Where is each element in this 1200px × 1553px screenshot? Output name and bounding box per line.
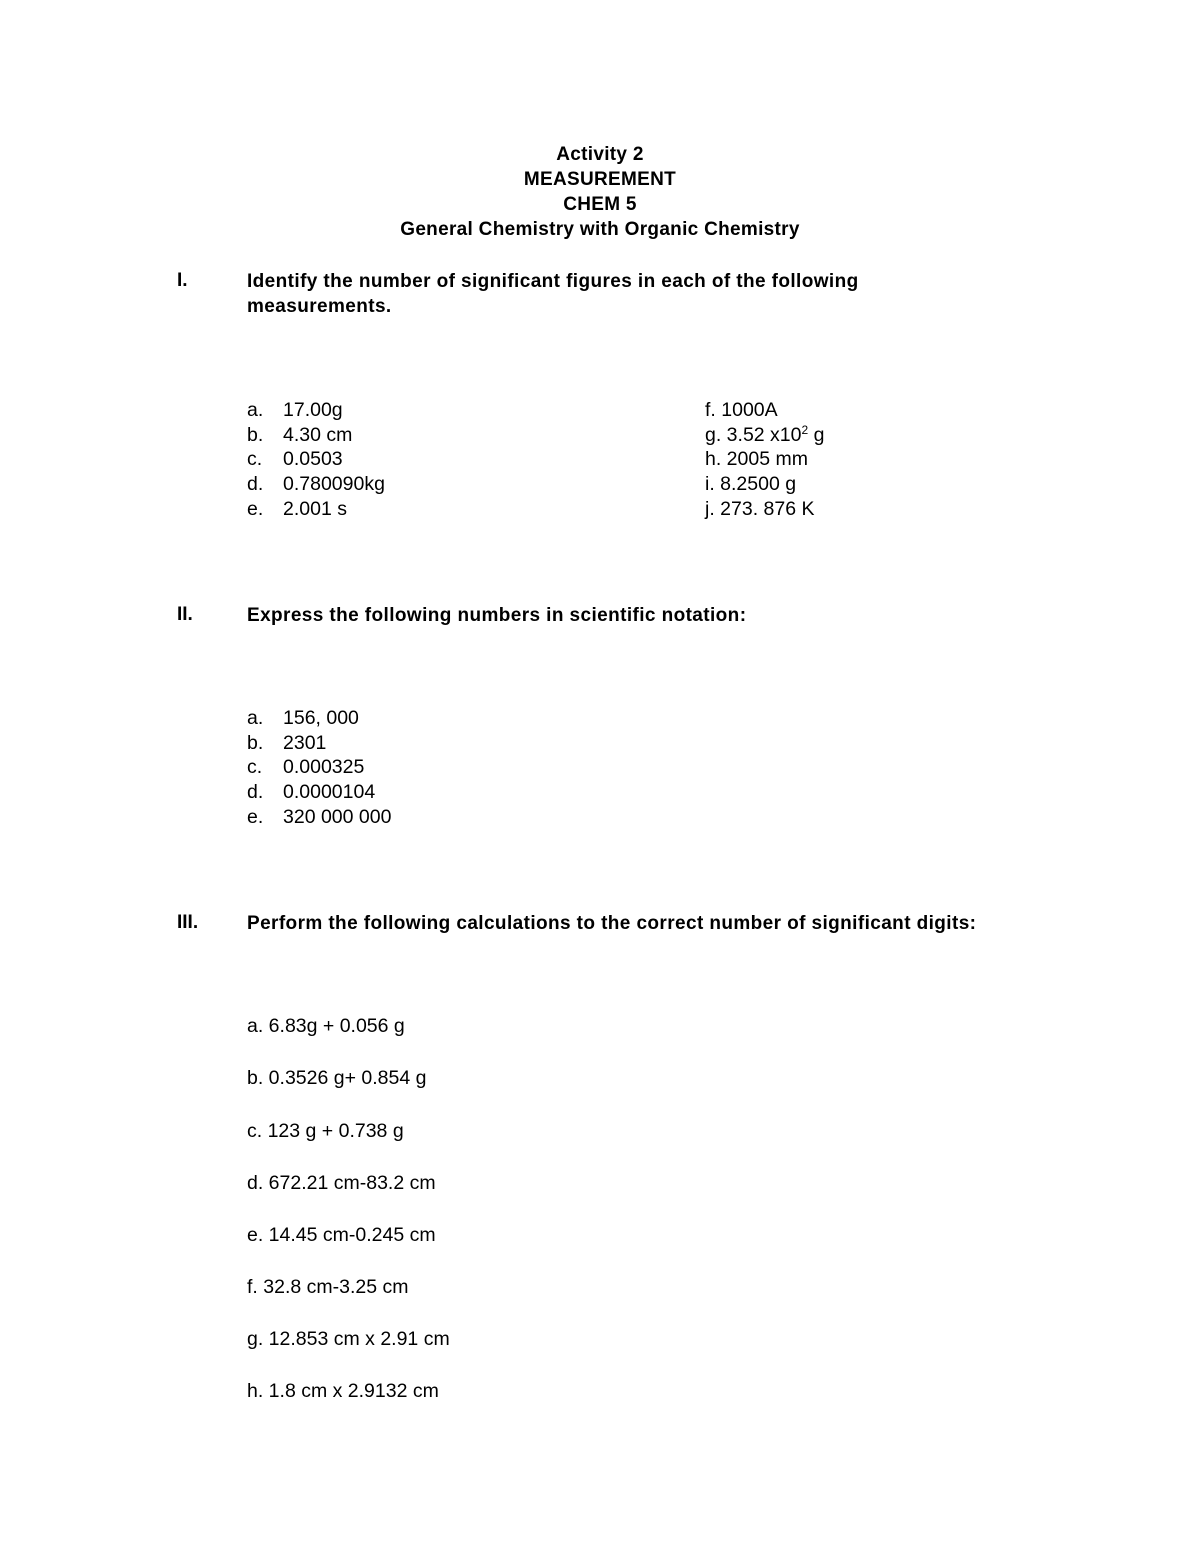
list-item: c. 0.000325 <box>247 756 365 779</box>
list-item: d. 0.780090kg <box>247 473 385 496</box>
section-1-instruction: Identify the number of significant figures in each of the following measurements. <box>247 271 859 317</box>
section-1-left-list <box>247 398 385 522</box>
section-2-instruction: Express the following numbers in scientific notation: <box>247 605 747 626</box>
course-title: General Chemistry with Organic Chemistry <box>400 219 800 240</box>
list-item: e. 320 000 000 <box>247 805 392 828</box>
list-item: j. 273. 876 K <box>705 497 815 520</box>
section-1-right-list <box>705 398 824 522</box>
list-item: b. 2301 <box>247 731 327 754</box>
calc-item: c. 123 g + 0.738 g <box>247 1120 404 1142</box>
calc-item: d. 672.21 cm-83.2 cm <box>247 1172 436 1194</box>
list-item: g. 3.52 $x10^2$ g <box>705 422 825 446</box>
section-1-number: I. <box>177 270 188 291</box>
calc-item: b. 0.3526 g+ 0.854 g <box>247 1067 427 1089</box>
list-item: b. 4.30 cm <box>247 423 353 446</box>
section-2-list <box>247 706 391 830</box>
calc-item: e. 14.45 cm-0.245 cm <box>247 1224 436 1246</box>
list-item: c. 0.0503 <box>247 448 343 471</box>
list-item: e. 2.001 s <box>247 497 347 520</box>
course-code: CHEM 5 <box>563 194 637 215</box>
calc-item: g. 12.853 cm x 2.91 cm <box>247 1328 450 1350</box>
activity-title: Activity 2 <box>556 144 644 165</box>
topic-title: MEASUREMENT <box>523 169 677 190</box>
list-item: a. 17.00g <box>247 399 343 421</box>
list-item: i. 8.2500 g <box>705 473 797 496</box>
calc-item: h. 1.8 cm x 2.9132 cm <box>247 1380 439 1402</box>
section-3-number: III. <box>177 912 199 933</box>
list-item: a. 156, 000 <box>247 707 359 729</box>
calc-item: f. 32.8 cm-3.25 cm <box>247 1276 409 1298</box>
calc-item: a. 6.83g + 0.056 g <box>247 1015 405 1037</box>
list-item: f. 1000A <box>705 399 778 421</box>
list-item: d. 0.0000104 <box>247 781 376 804</box>
list-item: h. 2005 mm <box>705 448 808 471</box>
section-2-number: II. <box>177 604 193 625</box>
document-header <box>0 142 1200 242</box>
section-3-instruction: Perform the following calculations to the correct number of significant digits: <box>247 913 977 934</box>
